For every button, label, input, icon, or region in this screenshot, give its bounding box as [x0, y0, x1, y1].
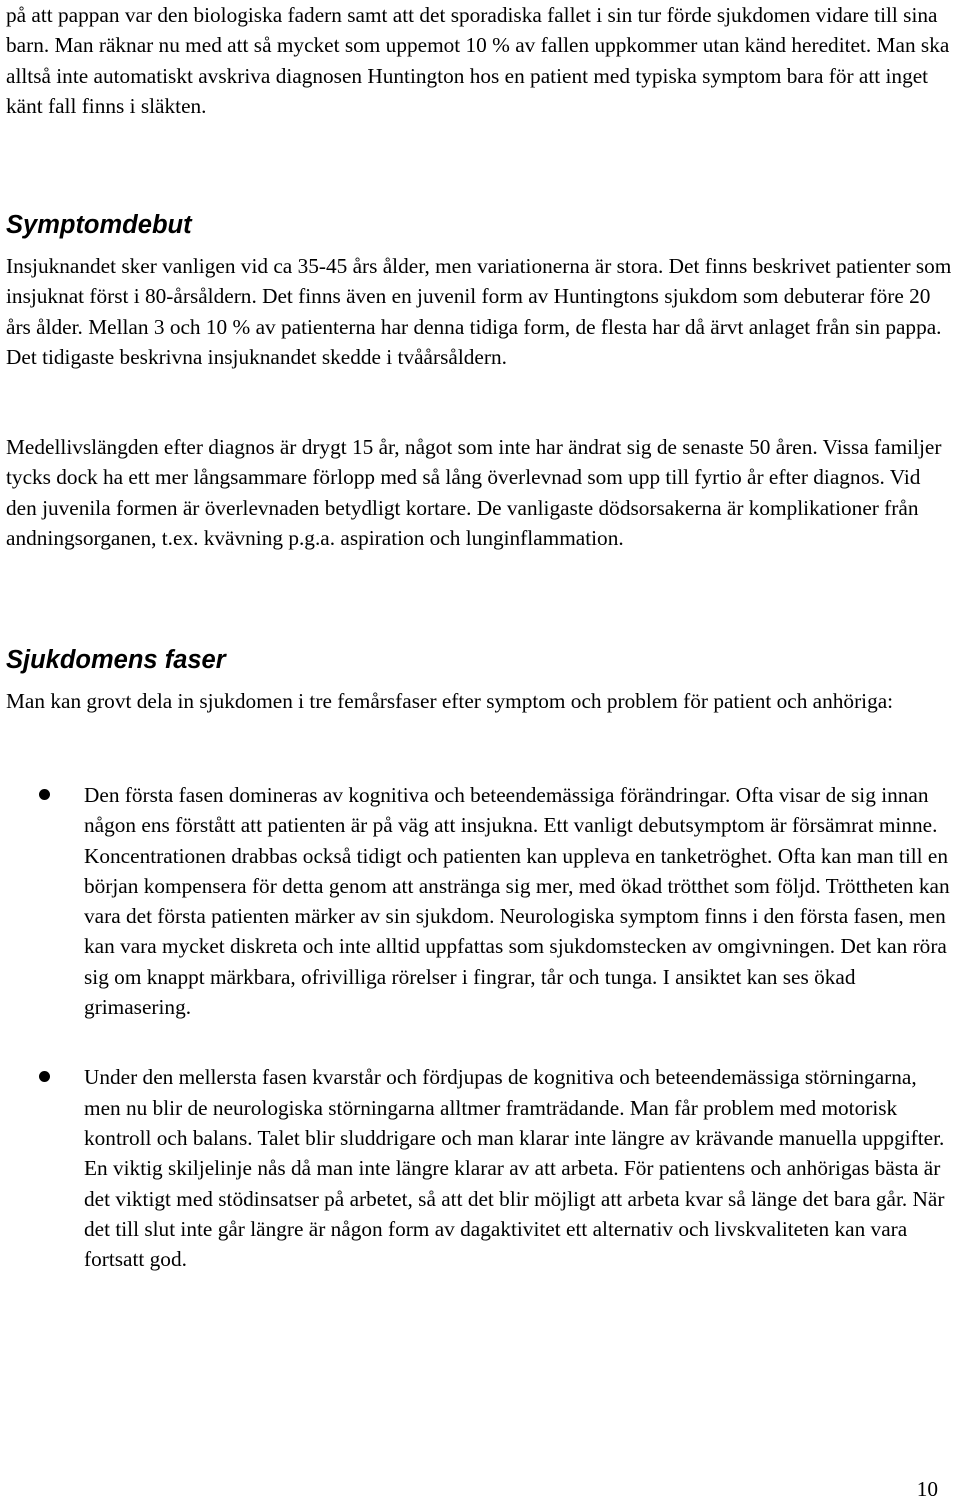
bullet-icon [39, 789, 50, 800]
list-item [6, 780, 956, 1022]
bullet-icon [39, 1071, 50, 1082]
section-heading-symptomdebut: Symptomdebut [6, 211, 192, 239]
intro-paragraph: på att pappan var den biologiska fadern samt att det sporadiska fallet i sin tur förde sjukdomen vidare till sina barn. Man räknar nu med att så mycket som uppemot 10 % av fallen uppkommer utan känd hereditet. Man ska alltså inte automatiskt avskriva diagnosen Huntington hos en patient med typiska symptom bara för att inget känt fall finns i släkten. [6, 3, 950, 118]
list-item [6, 1062, 956, 1274]
symptomdebut-paragraph-1: Insjuknandet sker vanligen vid ca 35-45 års ålder, men variationerna är stora. Det finns beskrivet patienter som insjuknat först i 80-årsåldern. Det finns även en juvenil form av Huntingtons sjukdom som debuterar före 20 års ålder. Mellan 3 och 10 % av patienterna har denna tidiga form, de flesta har då ärvt anlaget från sin pappa. Det tidigaste beskrivna insjuknandet skedde i tvåårsåldern. [6, 254, 952, 369]
phase-bullet-list [6, 780, 956, 1274]
list-item-text: Den första fasen domineras av kognitiva och beteendemässiga förändringar. Ofta visar de sig innan någon ens förstått att patienten är på väg att insjukna. Ett vanligt debutsymptom är försämrat minne. Koncentrationen drabbas också tidigt och patienten kan uppleva en tanketröghet. Ofta kan man till en början kompensera för detta genom att anstränga sig mer, med ökad trötthet som följd. Tröttheten kan vara det första patienten märker av sin sjukdom. Neurologiska symptom finns i den första fasen, men kan vara mycket diskreta och inte alltid uppfattas som sjukdomstecken av omgivningen. Det kan röra sig om knappt märkbara, ofrivilliga rörelser i fingrar, tår och tunga. I ansiktet kan ses ökad grimasering. [84, 783, 950, 1020]
list-item-text: Under den mellersta fasen kvarstår och fördjupas de kognitiva och beteendemässiga störningarna, men nu blir de neurologiska störningarna alltmer framträdande. Man får problem med motorisk kontroll och balans. Talet blir sluddrigare och man klarar inte längre av krävande manuella uppgifter. En viktig skiljelinje nås då man inte längre klarar av att arbeta. För patientens och anhörigas bästa är det viktigt med stödinsatser på arbetet, så att det blir möjligt att arbeta kvar så länge det bara går. När det till slut inte går längre är någon form av dagaktivitet ett alternativ och livskvaliteten kan vara fortsatt god. [84, 1065, 945, 1272]
faser-intro-paragraph: Man kan grovt dela in sjukdomen i tre femårsfaser efter symptom och problem för patient och anhöriga: [6, 689, 894, 713]
page-number: 10 [916, 1477, 938, 1501]
section-heading-sjukdomens-faser: Sjukdomens faser [6, 646, 226, 674]
symptomdebut-paragraph-2: Medellivslängden efter diagnos är drygt 15 år, något som inte har ändrat sig de senaste 50 åren. Vissa familjer tycks dock ha ett mer långsammare förlopp med så lång överlevnad som upp till fyrtio år efter diagnos. Vid den juvenila formen är överlevnaden betydligt kortare. De vanligaste dödsorsakerna är komplikationer från andningsorganen, t.ex. kvävning p.g.a. aspiration och lunginflammation. [6, 435, 942, 550]
